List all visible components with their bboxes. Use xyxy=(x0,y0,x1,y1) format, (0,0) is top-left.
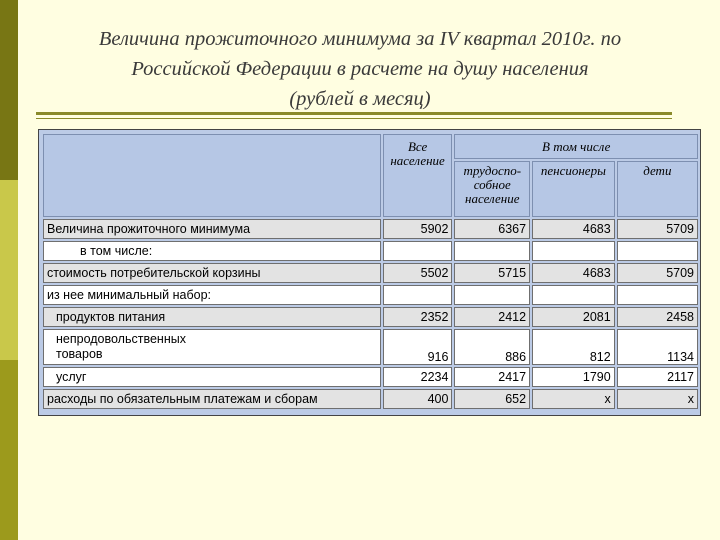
table-row xyxy=(43,329,698,365)
value-working-age: 2417 xyxy=(454,367,530,387)
value-working-age: 5715 xyxy=(454,263,530,283)
value-working-age: 2412 xyxy=(454,307,530,327)
row-label-line-1: непродовольственных xyxy=(56,332,186,346)
row-label: расходы по обязательным платежам и сборам xyxy=(43,389,381,409)
value-pensioners: 1790 xyxy=(532,367,615,387)
row-label: услуг xyxy=(43,367,381,387)
empty-cell xyxy=(617,285,698,305)
subsistence-table-frame xyxy=(38,129,701,416)
table-row xyxy=(43,219,698,239)
empty-cell xyxy=(617,241,698,261)
row-label-line-2: товаров xyxy=(56,347,103,361)
value-children: 5709 xyxy=(617,263,698,283)
header-working-age: трудоспо-собное население xyxy=(454,161,530,217)
header-blank-cell xyxy=(43,134,381,217)
empty-cell xyxy=(454,285,530,305)
value-pensioners: 4683 xyxy=(532,219,615,239)
row-label: из нее минимальный набор: xyxy=(43,285,381,305)
sidebar-segment-light xyxy=(0,180,18,360)
sidebar-segment-mid xyxy=(0,360,18,540)
empty-cell xyxy=(532,285,615,305)
header-children: дети xyxy=(617,161,698,217)
table-row xyxy=(43,263,698,283)
value-all: 400 xyxy=(383,389,453,409)
value-pensioners: 812 xyxy=(532,329,615,365)
subsistence-table xyxy=(41,132,700,411)
table-row xyxy=(43,241,698,261)
slide-sidebar xyxy=(0,0,18,540)
value-children: 2458 xyxy=(617,307,698,327)
value-children: 5709 xyxy=(617,219,698,239)
value-all: 2352 xyxy=(383,307,453,327)
value-pensioners: x xyxy=(532,389,615,409)
sidebar-segment-dark xyxy=(0,0,18,180)
value-pensioners: 2081 xyxy=(532,307,615,327)
value-all: 5502 xyxy=(383,263,453,283)
value-working-age: 886 xyxy=(454,329,530,365)
row-label: продуктов питания xyxy=(43,307,381,327)
header-including: В том числе xyxy=(454,134,698,159)
value-all: 5902 xyxy=(383,219,453,239)
title-divider-thick xyxy=(36,112,672,115)
header-pensioners: пенсионеры xyxy=(532,161,615,217)
title-line-2: Российской Федерации в расчете на душу населения xyxy=(131,58,589,80)
value-working-age: 6367 xyxy=(454,219,530,239)
value-children: 2117 xyxy=(617,367,698,387)
table-row xyxy=(43,285,698,305)
value-all: 916 xyxy=(383,329,453,365)
empty-cell xyxy=(454,241,530,261)
title-divider-thin xyxy=(36,118,672,119)
value-pensioners: 4683 xyxy=(532,263,615,283)
value-children: 1134 xyxy=(617,329,698,365)
row-label: в том числе: xyxy=(43,241,381,261)
row-label: Величина прожиточного минимума xyxy=(43,219,381,239)
value-children: x xyxy=(617,389,698,409)
empty-cell xyxy=(383,285,453,305)
title-line-1: Величина прожиточного минимума за IV квартал 2010г. по xyxy=(98,28,622,50)
row-label: стоимость потребительской корзины xyxy=(43,263,381,283)
row-label-two-line xyxy=(43,329,381,365)
table-row xyxy=(43,307,698,327)
empty-cell xyxy=(532,241,615,261)
slide-title xyxy=(40,24,680,114)
title-line-3: (рублей в месяц) xyxy=(289,88,431,110)
table-row xyxy=(43,389,698,409)
value-all: 2234 xyxy=(383,367,453,387)
header-all-population: Все население xyxy=(383,134,453,217)
table-row xyxy=(43,367,698,387)
value-working-age: 652 xyxy=(454,389,530,409)
empty-cell xyxy=(383,241,453,261)
